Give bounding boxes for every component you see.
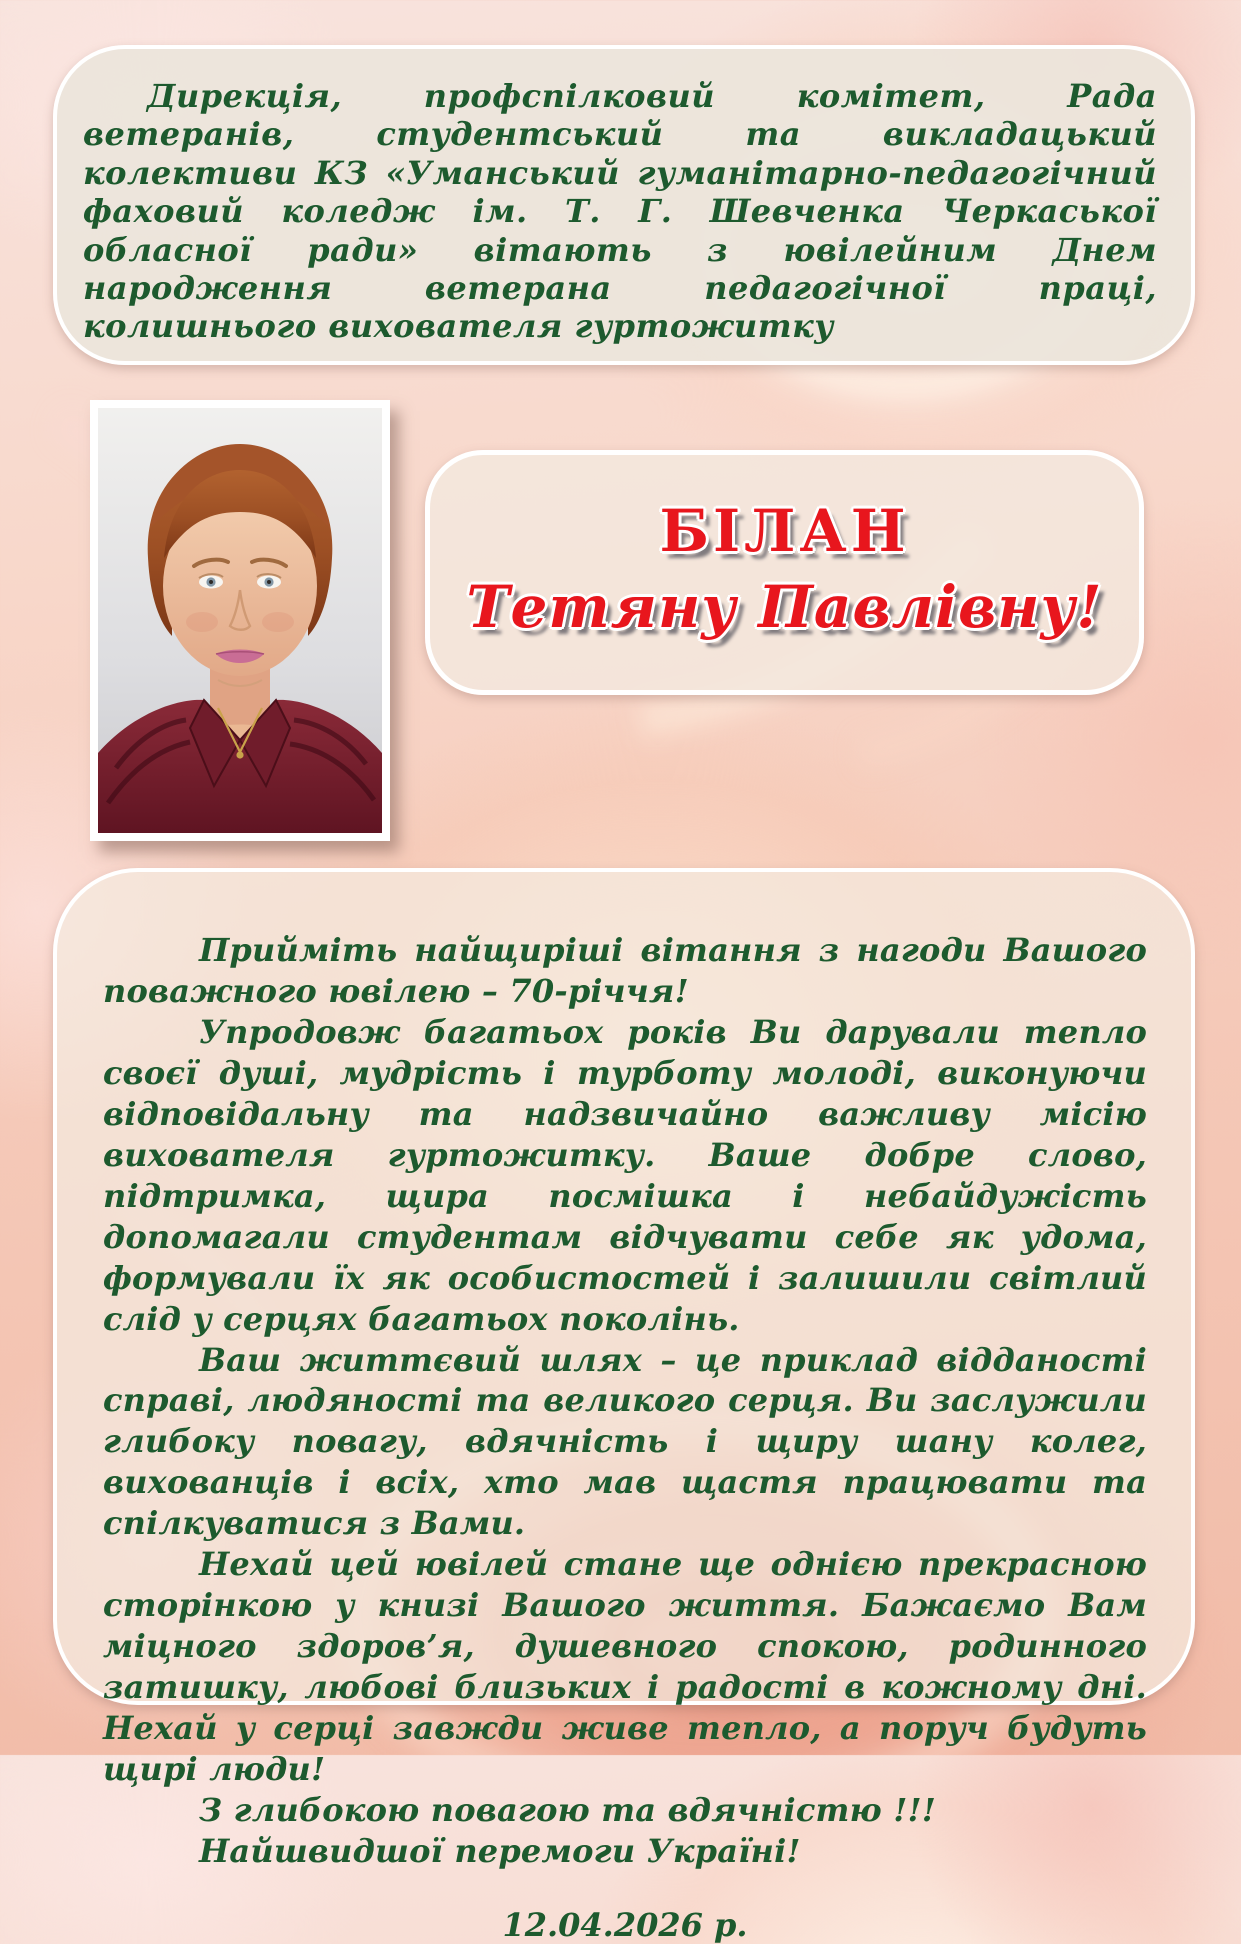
date-text: 12.04.2026 р. [502, 1905, 748, 1944]
closing-line-respect: З глибокою повагою та вдячністю !!! [199, 1791, 936, 1830]
greeting-header-text: Дирекція, профспілковий комітет, Рада ветеранів, студентський та викладацький колективи КЗ «Уманський гуманітарно-педагогічний фаховий коледж ім. Т. Г. Шевченка Черкаської обласної ради» вітають з ювілейним Днем народження ветерана педагогічної праці, колишнього вихователя гуртожитку [83, 77, 1157, 346]
greeting-header-box [53, 45, 1195, 365]
message-paragraph-3: Ваш життєвий шлях – це приклад відданості справі, людяності та великого серця. Ви заслужили глибоку повагу, вдячність і щиру шану колег, вихованців і всіх, хто мав щастя працювати та спілкуватися з Вами. [103, 1340, 1147, 1543]
greeting-message-box [53, 868, 1195, 1944]
message-paragraph-2: Упродовж багатьох років Ви дарували тепло своєї душі, мудрість і турботу молоді, виконуючи відповідальну та надзвичайно важливу місію вихователя гуртожитку. Ваше добре слово, підтримка, щира посмішка і небайдужість допомагали студентам відчувати себе як удома, формували їх як особистостей і залишили світлий слід у серцях багатьох поколінь. [103, 1012, 1147, 1338]
honoree-given-name: Тетяну Павлівну! [466, 572, 1103, 641]
honoree-photo [90, 400, 390, 841]
closing-line-victory: Найшвидшої перемоги Україні! [199, 1831, 801, 1870]
honoree-surname: БІЛАН [659, 496, 910, 565]
message-paragraph-1: Прийміть найщиріші вітання з нагоди Вашого поважного ювілею – 70-річчя! [103, 931, 1147, 1010]
message-paragraph-4: Нехай цей ювілей стане ще однією прекрасною сторінкою у книзі Вашого життя. Бажаємо Вам міцного здоров’я, душевного спокою, родинного затишку, любові близьких і радості в кожному дні. Нехай у серці завжди живе тепло, а поруч будуть щирі люди! [103, 1545, 1147, 1789]
portrait-illustration [98, 408, 382, 833]
honoree-name-box [425, 450, 1144, 695]
